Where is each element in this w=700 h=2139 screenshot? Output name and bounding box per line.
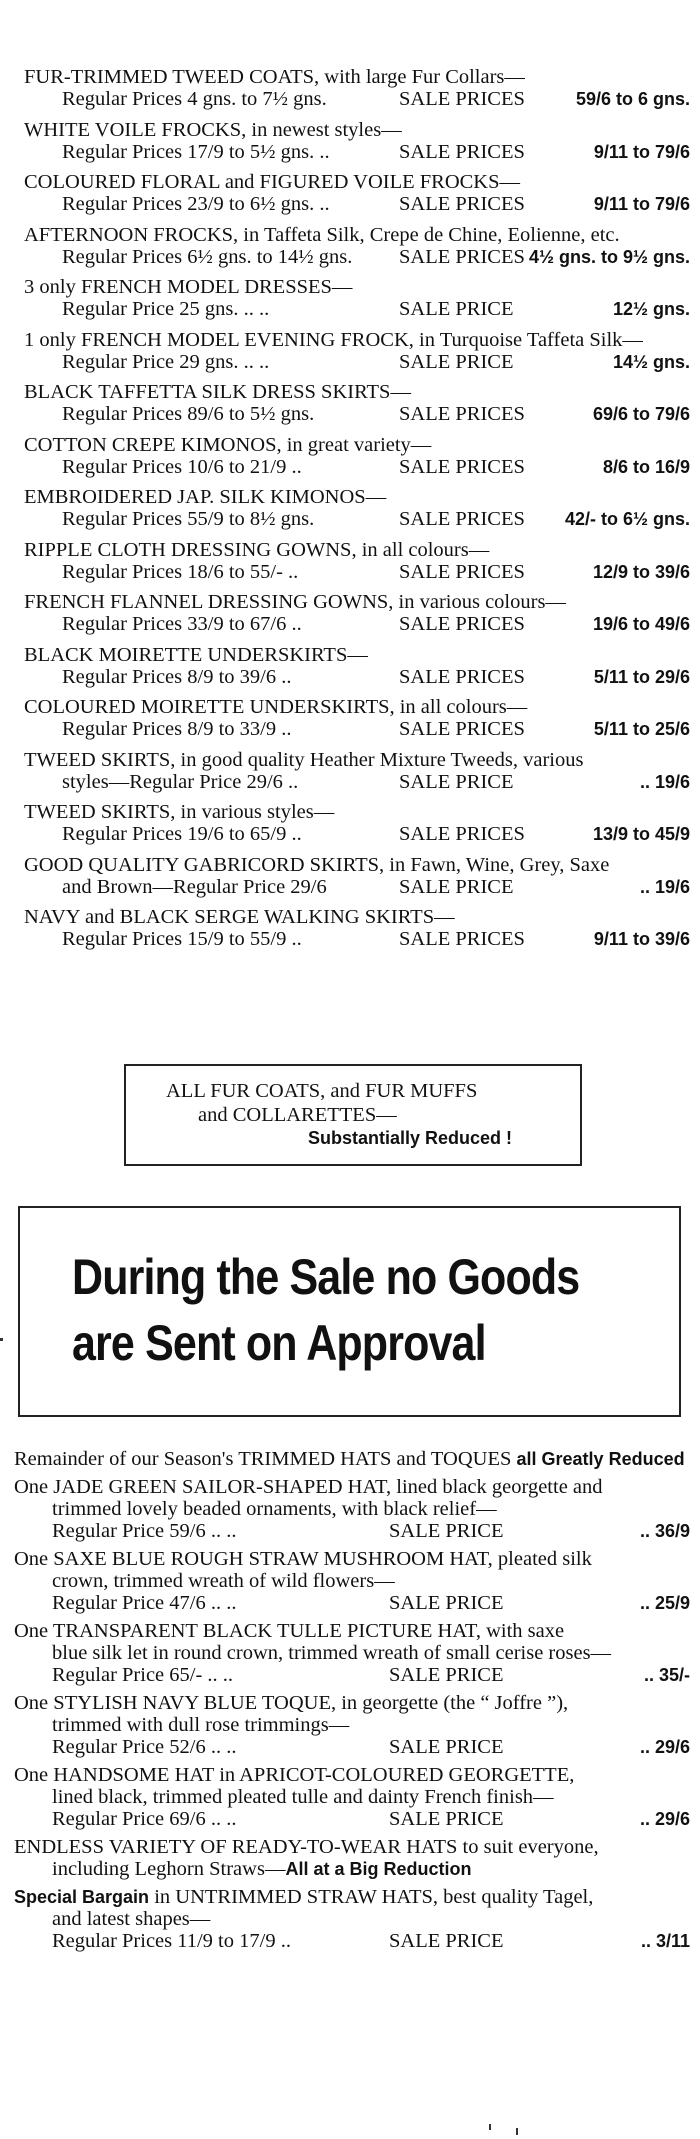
hat-title: One SAXE BLUE ROUGH STRAW MUSHROOM HAT, pleated silk	[14, 1548, 592, 1570]
item-sale-label: SALE PRICE	[399, 298, 514, 320]
item-sale-label: SALE PRICES	[399, 140, 525, 163]
item-sale-label: SALE PRICES	[399, 613, 525, 635]
sale-item	[24, 224, 690, 268]
item-price-line	[24, 561, 690, 583]
sale-item	[24, 591, 690, 635]
hat-regular-price: Regular Price 47/6 .. ..	[52, 1592, 237, 1614]
item-sale-value: 14½ gns.	[612, 351, 690, 372]
item-price-line	[24, 508, 690, 530]
item-price-line	[24, 456, 690, 478]
item-title: WHITE VOILE FROCKS, in newest styles—	[24, 118, 402, 141]
item-sale-value: .. 19/6	[639, 876, 690, 897]
hat-sale-value: .. 35/-	[643, 1665, 690, 1685]
item-title: COLOURED FLORAL and FIGURED VOILE FROCKS—	[24, 171, 521, 193]
hat-title: One TRANSPARENT BLACK TULLE PICTURE HAT, with saxe	[14, 1620, 565, 1642]
item-price-line	[24, 771, 690, 793]
hat-description: lined black, trimmed pleated tulle and dainty French finish—	[52, 1786, 554, 1808]
item-title: COTTON CREPE KIMONOS, in great variety—	[24, 433, 432, 456]
item-sale-value: 12½ gns.	[612, 299, 690, 319]
hat-price-line	[14, 1520, 690, 1542]
fur-notice-reduced: Substantially Reduced !	[307, 1128, 512, 1148]
hat-item	[14, 1692, 690, 1758]
hat-title: One HANDSOME HAT in APRICOT-COLOURED GEORGETTE,	[14, 1764, 575, 1786]
item-regular-price: Regular Prices 18/6 to 55/- ..	[62, 560, 299, 583]
item-regular-price: Regular Prices 55/9 to 8½ gns.	[62, 508, 315, 530]
item-title: FUR-TRIMMED TWEED COATS, with large Fur Collars—	[24, 66, 525, 88]
item-regular-price: Regular Prices 33/9 to 67/6 ..	[62, 613, 302, 635]
item-sale-label: SALE PRICES	[399, 88, 525, 110]
sale-item	[24, 486, 690, 530]
item-regular-price: and Brown—Regular Price 29/6	[62, 875, 327, 898]
item-sale-value: 59/6 to 6 gns.	[575, 89, 690, 109]
hat-regular-price: Regular Price 59/6 .. ..	[52, 1520, 237, 1542]
hat-sale-label: SALE PRICE	[389, 1520, 504, 1542]
item-price-line	[24, 351, 690, 373]
sale-item	[24, 906, 690, 950]
item-sale-label: SALE PRICES	[399, 665, 525, 688]
hat-regular-price: Regular Price 69/6 .. ..	[52, 1808, 237, 1830]
hat-regular-price: Regular Price 65/- .. ..	[52, 1664, 234, 1686]
approval-notice-line1: During the Sale no Goods	[72, 1249, 580, 1305]
item-sale-label: SALE PRICE	[399, 875, 514, 898]
item-regular-price: Regular Prices 17/9 to 5½ gns. ..	[62, 140, 330, 163]
hat-description: blue silk let in round crown, trimmed wreath of small cerise roses—	[52, 1642, 612, 1664]
item-regular-price: Regular Prices 10/6 to 21/9 ..	[62, 455, 302, 478]
hat-item	[14, 1476, 690, 1542]
sale-item	[24, 801, 690, 845]
hats-intro	[14, 1448, 690, 1470]
item-title: 1 only FRENCH MODEL EVENING FROCK, in Turquoise Taffeta Silk—	[24, 328, 643, 351]
item-regular-price: Regular Price 29 gns. .. ..	[62, 350, 270, 373]
hat-sale-label: SALE PRICE	[389, 1664, 504, 1686]
sale-item	[24, 696, 690, 740]
hat-description: crown, trimmed wreath of wild flowers—	[52, 1570, 395, 1592]
item-sale-value: 69/6 to 79/6	[592, 404, 690, 424]
hat-sale-label: SALE PRICE	[389, 1808, 504, 1830]
hats-section	[14, 1448, 690, 1958]
item-title: FRENCH FLANNEL DRESSING GOWNS, in various colours—	[24, 591, 566, 613]
item-regular-price: Regular Prices 19/6 to 65/9 ..	[62, 823, 302, 845]
sale-item	[24, 276, 690, 320]
sale-item	[24, 644, 690, 688]
hat-description: trimmed lovely beaded ornaments, with black relief—	[52, 1498, 497, 1520]
item-price-line	[24, 141, 690, 163]
item-regular-price: styles—Regular Price 29/6 ..	[62, 770, 299, 793]
special-regular: Regular Prices 11/9 to 17/9 ..	[52, 1930, 291, 1952]
item-title: COLOURED MOIRETTE UNDERSKIRTS, in all colours—	[24, 696, 528, 718]
hat-description: trimmed with dull rose trimmings—	[52, 1714, 350, 1736]
item-title: NAVY and BLACK SERGE WALKING SKIRTS—	[24, 906, 455, 928]
item-regular-price: Regular Prices 15/9 to 55/9 ..	[62, 928, 302, 950]
item-sale-value: 4½ gns. to 9½ gns.	[528, 246, 690, 267]
item-sale-label: SALE PRICES	[399, 245, 525, 268]
item-sale-value: .. 19/6	[639, 771, 690, 792]
item-sale-label: SALE PRICES	[399, 560, 525, 583]
approval-notice-line2: are Sent on Approval	[72, 1315, 486, 1371]
hat-regular-price: Regular Price 52/6 .. ..	[52, 1736, 237, 1758]
item-regular-price: Regular Prices 4 gns. to 7½ gns.	[62, 88, 327, 110]
hat-title: One JADE GREEN SAILOR-SHAPED HAT, lined black georgette and	[14, 1476, 603, 1498]
item-regular-price: Regular Price 25 gns. .. ..	[62, 298, 270, 320]
item-sale-value: 9/11 to 79/6	[593, 141, 690, 162]
hat-price-line	[14, 1736, 690, 1758]
item-sale-value: 19/6 to 49/6	[592, 614, 690, 634]
item-regular-price: Regular Prices 89/6 to 5½ gns.	[62, 403, 315, 425]
sale-item	[24, 381, 690, 425]
item-regular-price: Regular Prices 6½ gns. to 14½ gns.	[62, 245, 353, 268]
item-regular-price: Regular Prices 23/9 to 6½ gns. ..	[62, 193, 330, 215]
sale-item	[24, 749, 690, 793]
special-sub: and latest shapes—	[52, 1908, 211, 1930]
sale-items-list	[24, 66, 690, 959]
hat-price-line	[14, 1664, 690, 1686]
item-sale-label: SALE PRICES	[399, 718, 525, 740]
item-title: BLACK TAFFETTA SILK DRESS SKIRTS—	[24, 381, 411, 403]
sale-item	[24, 539, 690, 583]
item-sale-value: 42/- to 6½ gns.	[564, 509, 690, 529]
item-price-line	[24, 613, 690, 635]
item-sale-label: SALE PRICES	[399, 403, 525, 425]
hat-item	[14, 1764, 690, 1830]
item-price-line	[24, 403, 690, 425]
special-text: in UNTRIMMED STRAW HATS, best quality Tagel,	[149, 1886, 594, 1908]
item-price-line	[24, 666, 690, 688]
item-sale-label: SALE PRICES	[399, 928, 525, 950]
endless-sub: including Leghorn Straws—	[52, 1858, 286, 1880]
sale-item	[24, 854, 690, 898]
hat-sale-value: .. 29/6	[639, 1809, 690, 1829]
item-regular-price: Regular Prices 8/9 to 39/6 ..	[62, 665, 292, 688]
hat-sale-label: SALE PRICE	[389, 1736, 504, 1758]
special-bargain	[14, 1886, 690, 1952]
special-sale-value: .. 3/11	[640, 1931, 690, 1951]
item-price-line	[24, 246, 690, 268]
item-price-line	[24, 823, 690, 845]
item-price-line	[24, 928, 690, 950]
approval-notice-box	[18, 1206, 681, 1417]
item-sale-value: 8/6 to 16/9	[602, 456, 690, 477]
item-price-line	[24, 718, 690, 740]
item-price-line	[24, 298, 690, 320]
item-sale-label: SALE PRICE	[399, 350, 514, 373]
item-price-line	[24, 88, 690, 110]
hat-sale-label: SALE PRICE	[389, 1592, 504, 1614]
item-sale-label: SALE PRICES	[399, 455, 525, 478]
item-title: TWEED SKIRTS, in various styles—	[24, 801, 335, 823]
hat-sale-value: .. 29/6	[639, 1737, 690, 1757]
endless-bold: All at a Big Reduction	[285, 1859, 472, 1879]
item-price-line	[24, 876, 690, 898]
item-sale-value: 9/11 to 39/6	[593, 929, 690, 949]
hat-price-line	[14, 1592, 690, 1614]
item-sale-label: SALE PRICES	[399, 193, 525, 215]
item-title: GOOD QUALITY GABRICORD SKIRTS, in Fawn, Wine, Grey, Saxe	[24, 853, 610, 876]
footer-mark	[489, 2124, 491, 2130]
hats-intro-text: Remainder of our Season's TRIMMED HATS and TOQUES	[14, 1448, 512, 1470]
edge-mark	[0, 1338, 3, 1341]
hat-title: One STYLISH NAVY BLUE TOQUE, in georgette (the “ Joffre ”),	[14, 1692, 569, 1714]
sale-item	[24, 434, 690, 478]
hat-sale-value: .. 36/9	[639, 1521, 690, 1541]
item-title: 3 only FRENCH MODEL DRESSES—	[24, 276, 353, 298]
item-sale-value: 5/11 to 25/6	[593, 719, 690, 739]
item-regular-price: Regular Prices 8/9 to 33/9 ..	[62, 718, 292, 740]
fur-notice-line1: ALL FUR COATS, and FUR MUFFS	[166, 1080, 478, 1102]
item-sale-value: 5/11 to 29/6	[593, 666, 690, 687]
special-sale-label: SALE PRICE	[389, 1930, 504, 1952]
item-title: EMBROIDERED JAP. SILK KIMONOS—	[24, 486, 387, 508]
item-sale-label: SALE PRICE	[399, 770, 514, 793]
hat-item	[14, 1620, 690, 1686]
special-bold: Special Bargain	[14, 1887, 150, 1907]
hat-sale-value: .. 25/9	[639, 1593, 690, 1613]
hat-item	[14, 1548, 690, 1614]
endless-variety	[14, 1836, 690, 1880]
sale-item	[24, 171, 690, 215]
item-sale-value: 13/9 to 45/9	[592, 824, 690, 844]
item-title: RIPPLE CLOTH DRESSING GOWNS, in all colours—	[24, 538, 490, 561]
sale-item	[24, 66, 690, 110]
endless-title: ENDLESS VARIETY OF READY-TO-WEAR HATS to suit everyone,	[14, 1836, 599, 1858]
item-sale-value: 9/11 to 79/6	[593, 194, 690, 214]
fur-coats-notice-box	[124, 1064, 582, 1166]
item-title: TWEED SKIRTS, in good quality Heather Mixture Tweeds, various	[24, 748, 584, 771]
item-title: AFTERNOON FROCKS, in Taffeta Silk, Crepe de Chine, Eolienne, etc.	[24, 223, 620, 246]
item-price-line	[24, 193, 690, 215]
item-sale-label: SALE PRICES	[399, 508, 525, 530]
sale-item	[24, 329, 690, 373]
item-title: BLACK MOIRETTE UNDERSKIRTS—	[24, 643, 368, 666]
footer-mark	[516, 2128, 518, 2135]
item-sale-label: SALE PRICES	[399, 823, 525, 845]
hat-price-line	[14, 1808, 690, 1830]
item-sale-value: 12/9 to 39/6	[592, 561, 690, 582]
hat-list	[14, 1476, 690, 1830]
sale-item	[24, 119, 690, 163]
fur-notice-line2: and COLLARETTES—	[198, 1104, 397, 1126]
hats-intro-bold: all Greatly Reduced	[516, 1449, 685, 1469]
